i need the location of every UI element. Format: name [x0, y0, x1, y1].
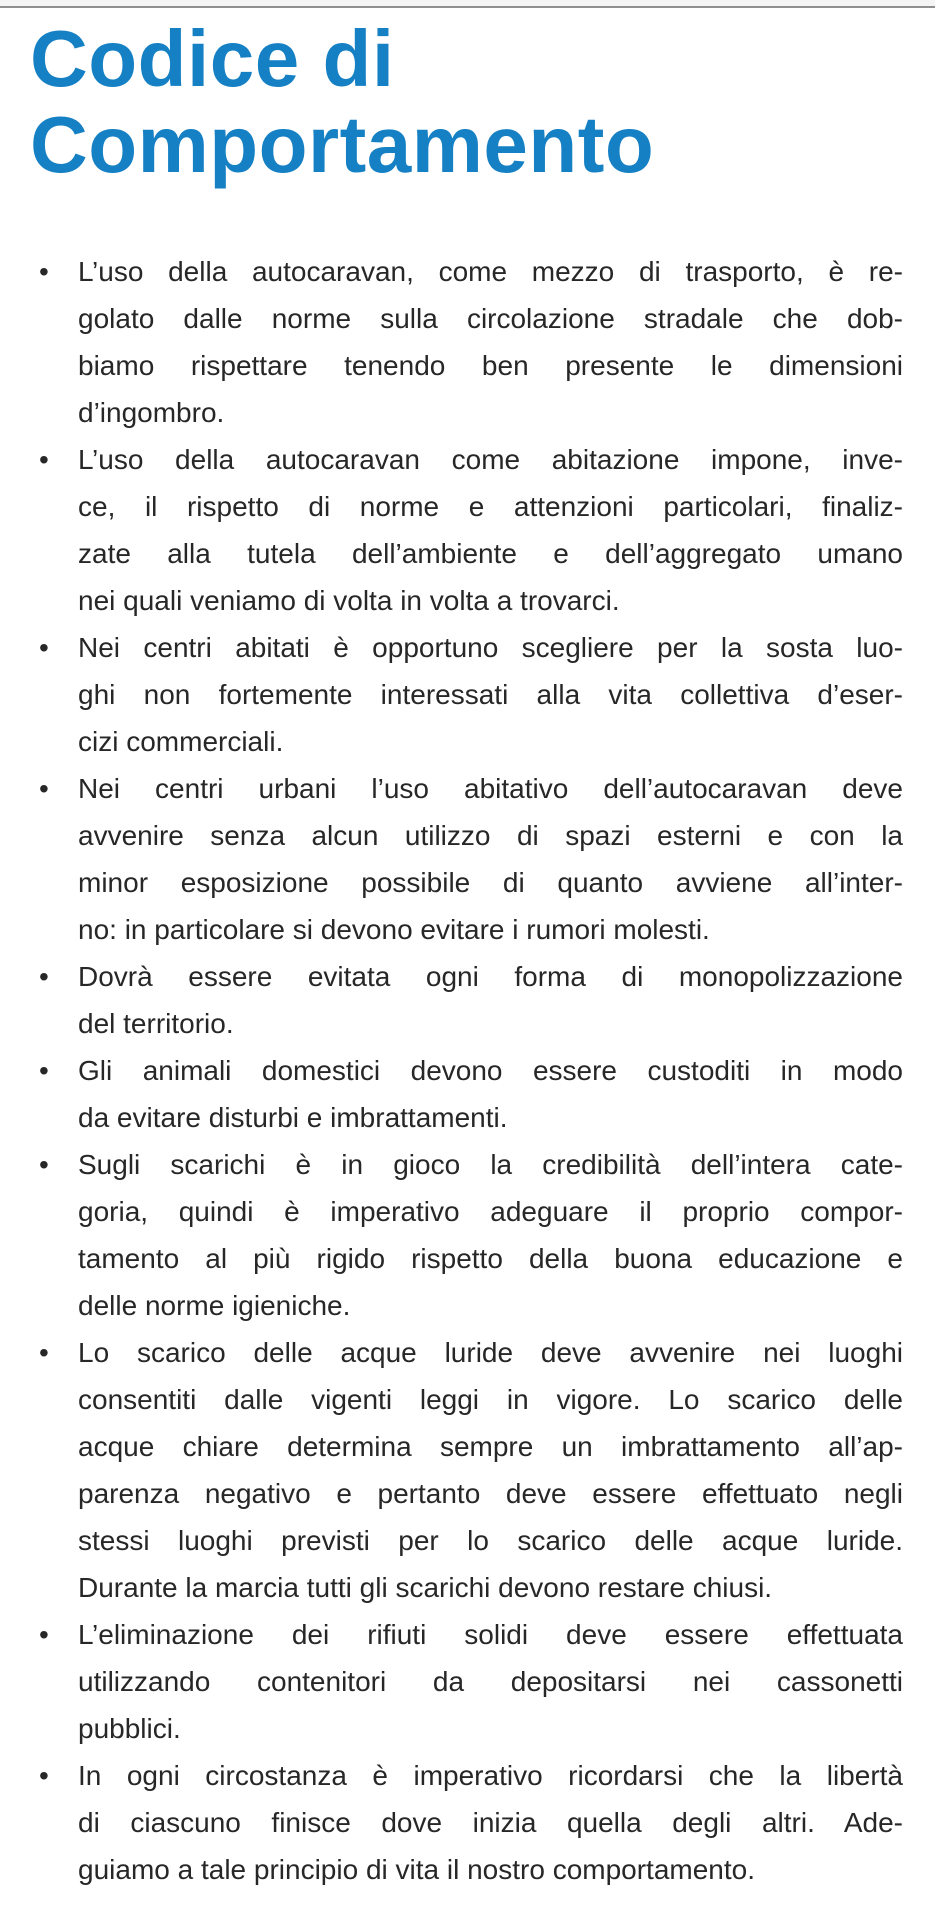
- bullet-marker: •: [39, 1055, 49, 1086]
- bullet-text: Lo scarico delle acque luride deve avvenire nei luoghi consentiti dalle vigenti leggi in vigore. Lo scarico delle acque chiare determina sempre un imbrattamento all’ap- parenza negativo e pertanto deve essere effettuato negli stessi luoghi previsti per lo scarico delle acque luride. Durante la marcia tutti gli scarichi devono restare chiusi.: [78, 1337, 903, 1603]
- list-item: [30, 1752, 903, 1893]
- bullet-text: Nei centri urbani l’uso abitativo dell’autocaravan deve avvenire senza alcun utilizzo di spazi esterni e con la minor esposizione possibile di quanto avviene all’inter- no: in particolare si devono evitare i rumori molesti.: [78, 773, 903, 945]
- list-item: [30, 1611, 903, 1752]
- bullet-marker: •: [39, 1149, 49, 1180]
- bullet-text: Gli animali domestici devono essere custoditi in modo da evitare disturbi e imbrattamenti.: [78, 1055, 903, 1133]
- scan-page-edge: [0, 0, 935, 8]
- bullet-marker: •: [39, 632, 49, 663]
- list-item: [30, 1047, 903, 1141]
- list-item: [30, 436, 903, 624]
- list-item: [30, 624, 903, 765]
- bullet-text: Sugli scarichi è in gioco la credibilità dell’intera cate- goria, quindi è imperativo adeguare il proprio compor- tamento al più rigido rispetto della buona educazione e delle norme igieniche.: [78, 1149, 903, 1321]
- bullet-marker: •: [39, 256, 49, 287]
- code-of-conduct-list: [30, 248, 903, 1893]
- bullet-text: Dovrà essere evitata ogni forma di monopolizzazione del territorio.: [78, 961, 903, 1039]
- bullet-text: In ogni circostanza è imperativo ricordarsi che la libertà di ciascuno finisce dove inizia quella degli altri. Ade- guiamo a tale principio di vita il nostro comportamento.: [78, 1760, 903, 1885]
- bullet-marker: •: [39, 1760, 49, 1791]
- bullet-marker: •: [39, 773, 49, 804]
- list-item: [30, 765, 903, 953]
- bullet-marker: •: [39, 1619, 49, 1650]
- list-item: [30, 953, 903, 1047]
- bullet-marker: •: [39, 444, 49, 475]
- bullet-text: L’uso della autocaravan, come mezzo di trasporto, è re- golato dalle norme sulla circolazione stradale che dob- biamo rispettare tenendo ben presente le dimensioni d’ingombro.: [78, 256, 903, 428]
- document-page: [0, 16, 935, 1893]
- bullet-text: L’uso della autocaravan come abitazione impone, inve- ce, il rispetto di norme e attenzioni particolari, finaliz- zate alla tutela dell’ambiente e dell’aggregato umano nei quali veniamo di volta in volta a trovarci.: [78, 444, 903, 616]
- bullet-marker: •: [39, 1337, 49, 1368]
- bullet-text: Nei centri abitati è opportuno scegliere per la sosta luo- ghi non fortemente interessati alla vita collettiva d’eser- cizi commerciali.: [78, 632, 903, 757]
- bullet-text: L’eliminazione dei rifiuti solidi deve essere effettuata utilizzando contenitori da depositarsi nei cassonetti pubblici.: [78, 1619, 903, 1744]
- list-item: [30, 1329, 903, 1611]
- list-item: [30, 1141, 903, 1329]
- bullet-marker: •: [39, 961, 49, 992]
- page-title: Codice di Comportamento: [30, 14, 655, 189]
- list-item: [30, 248, 903, 436]
